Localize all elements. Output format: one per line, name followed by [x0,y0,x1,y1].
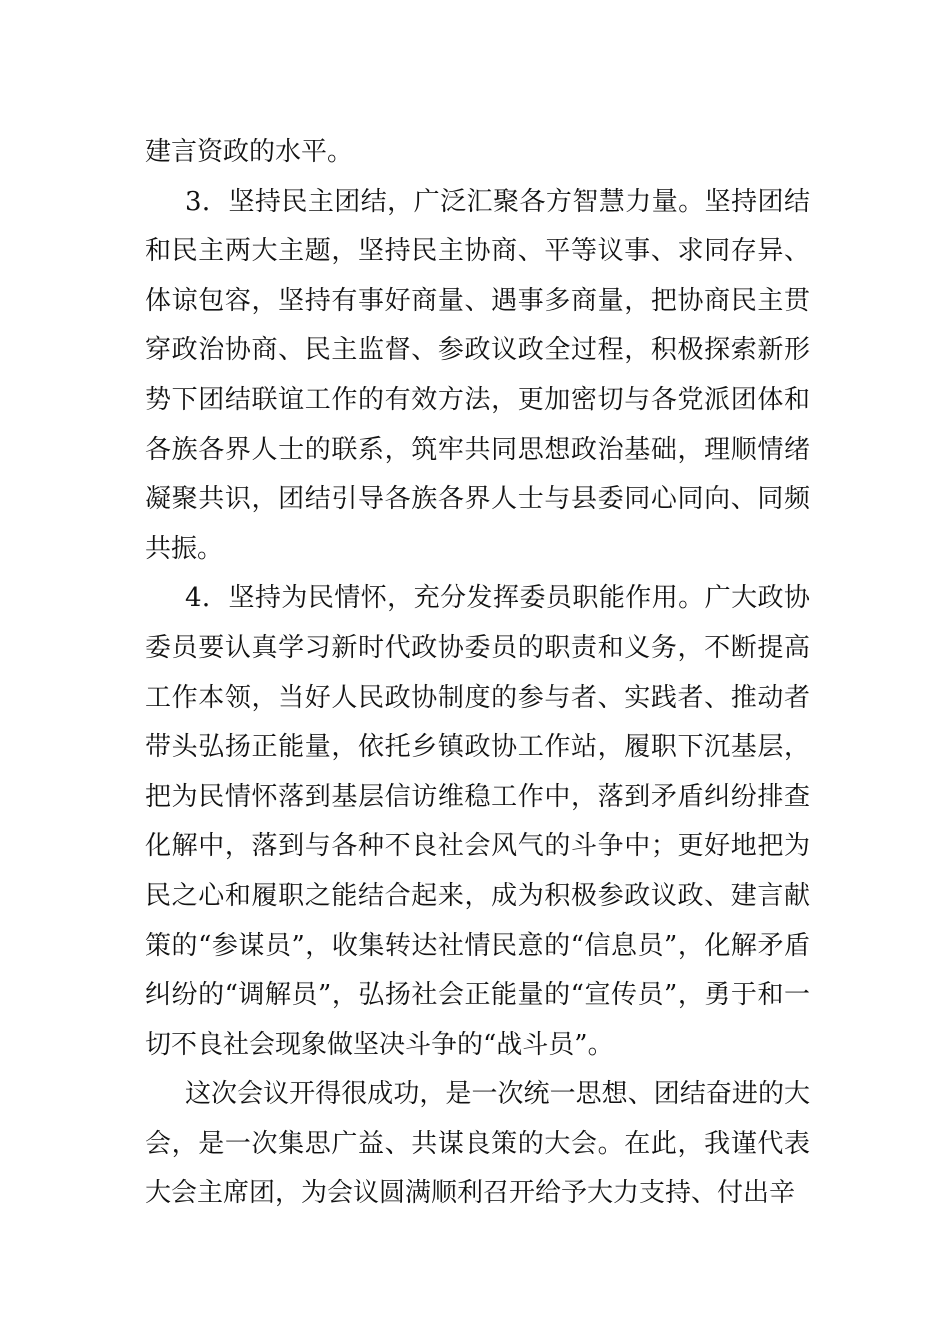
paragraph-item-4: 4．坚持为民情怀，充分发挥委员职能作用。广大政协委员要认真学习新时代政协委员的职责和义务，不断提高工作本领，当好人民政协制度的参与者、实践者、推动者带头弘扬正能量，依托乡镇政协工作站，履职下沉基层，把为民情怀落到基层信访维稳工作中，落到矛盾纠纷排查化解中，落到与各种不良社会风气的斗争中；更好地把为民之心和履职之能结合起来，成为积极参政议政、建言献策的“参谋员”，收集转达社情民意的“信息员”，化解矛盾纠纷的“调解员”，弘扬社会正能量的“宣传员”，勇于和一切不良社会现象做坚决斗争的“战斗员”。 [145,583,810,1060]
body-text [145,128,810,1219]
paragraph-closing: 这次会议开得很成功，是一次统一思想、团结奋进的大会，是一次集思广益、共谋良策的大会。在此，我谨代表大会主席团，为会议圆满顺利召开给予大力支持、付出辛 [145,1079,810,1209]
paragraph-item-3: 3．坚持民主团结，广泛汇聚各方智慧力量。坚持团结和民主两大主题，坚持民主协商、平等议事、求同存异、体谅包容，坚持有事好商量、遇事多商量，把协商民主贯穿政治协商、民主监督、参政议政全过程，积极探索新形势下团结联谊工作的有效方法，更加密切与各党派团体和各族各界人士的联系，筑牢共同思想政治基础，理顺情绪凝聚共识，团结引导各族各界人士与县委同心同向、同频共振。 [145,186,810,564]
paragraph-continuation: 建言资政的水平。 [145,137,354,167]
